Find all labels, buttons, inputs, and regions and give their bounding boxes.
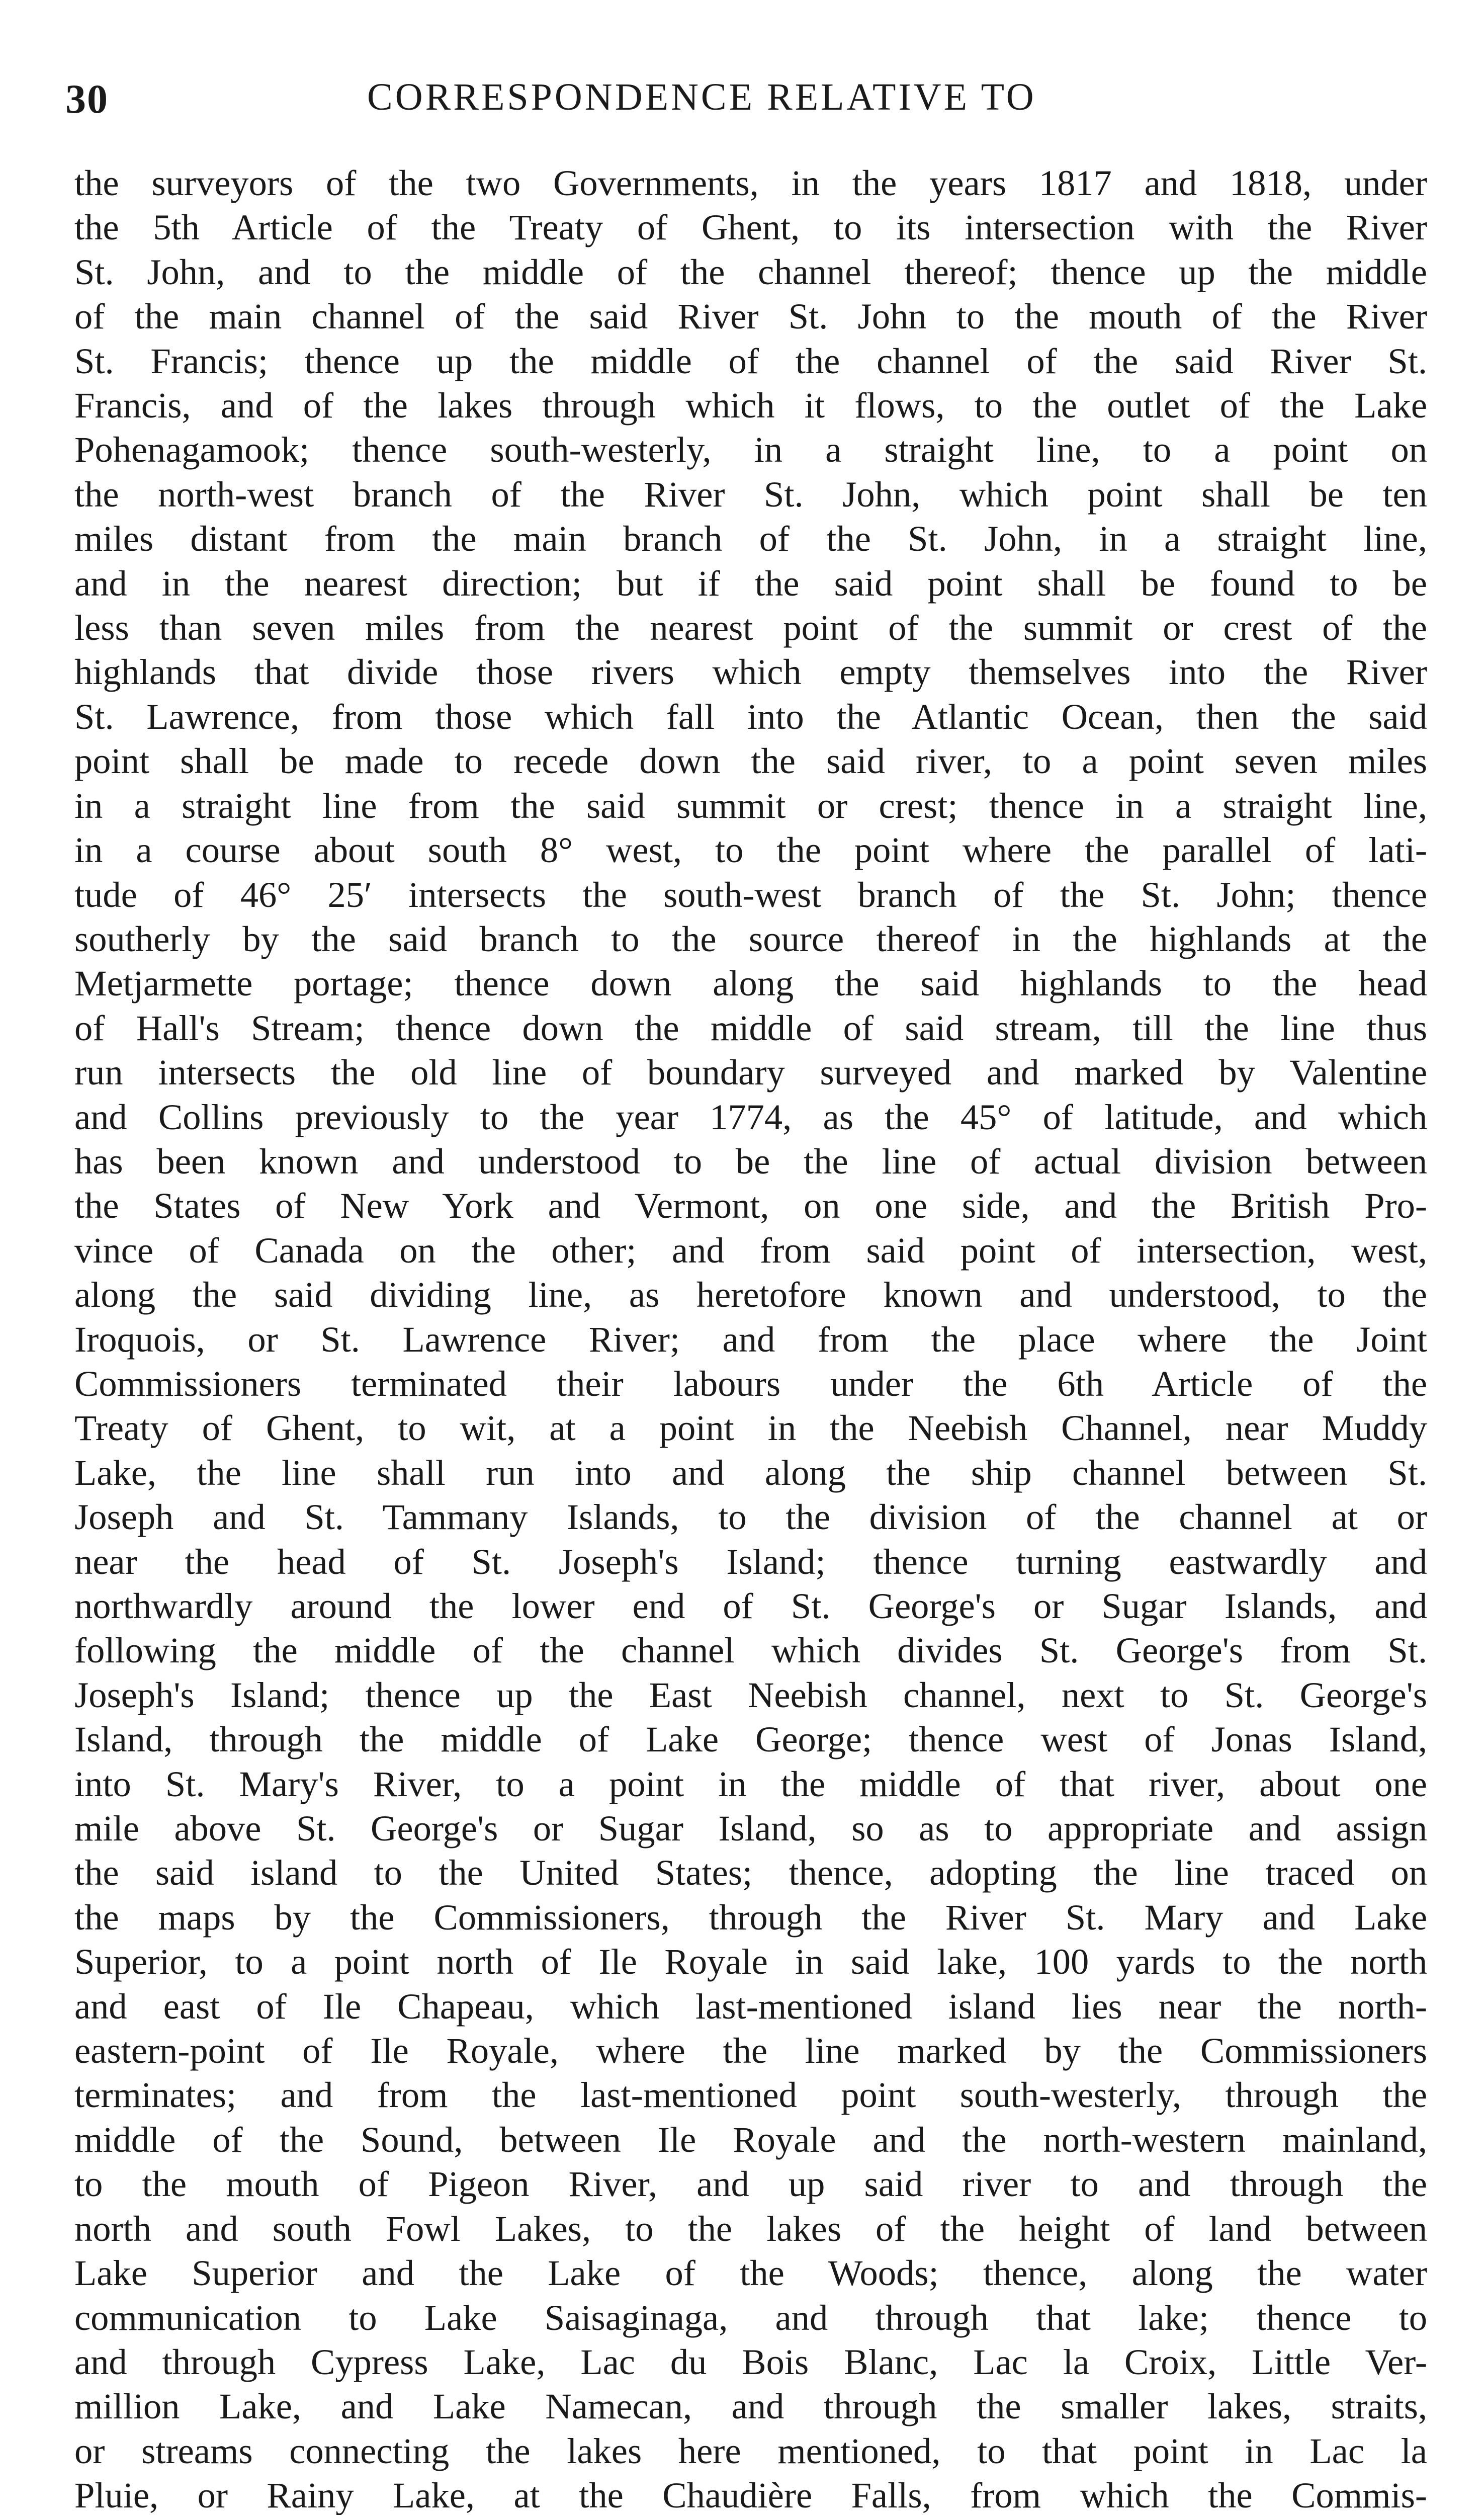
body-text bbox=[74, 161, 1427, 2515]
text-line: Lake Superior and the Lake of the Woods; thence, along the water bbox=[74, 2252, 1427, 2294]
text-line: and through Cypress Lake, Lac du Bois Blanc, Lac la Croix, Little Ver- bbox=[74, 2341, 1427, 2382]
text-line: or streams connecting the lakes here mentioned, to that point in Lac la bbox=[74, 2430, 1427, 2471]
text-line: and Collins previously to the year 1774, as the 45° of latitude, and which bbox=[74, 1096, 1427, 1137]
text-line: Lake, the line shall run into and along the ship channel between St. bbox=[74, 1452, 1427, 1493]
text-line: mile above St. George's or Sugar Island, so as to appropriate and assign bbox=[74, 1808, 1427, 1849]
text-line: Treaty of Ghent, to wit, at a point in the Neebish Channel, near Muddy bbox=[74, 1407, 1427, 1449]
text-line: Joseph and St. Tammany Islands, to the division of the channel at or bbox=[74, 1496, 1427, 1538]
text-line: communication to Lake Saisaginaga, and through that lake; thence to bbox=[74, 2297, 1427, 2338]
text-line: the maps by the Commissioners, through the River St. Mary and Lake bbox=[74, 1896, 1427, 1938]
text-line: the north-west branch of the River St. John, which point shall be ten bbox=[74, 473, 1427, 515]
running-head bbox=[65, 75, 1473, 131]
text-line: million Lake, and Lake Namecan, and through the smaller lakes, straits, bbox=[74, 2386, 1427, 2427]
text-line: in a course about south 8° west, to the point where the parallel of lati- bbox=[74, 829, 1427, 871]
text-line: St. John, and to the middle of the channel thereof; thence up the middle bbox=[74, 251, 1427, 292]
text-line: miles distant from the main branch of the St. John, in a straight line, bbox=[74, 518, 1427, 559]
text-line: and in the nearest direction; but if the said point shall be found to be bbox=[74, 562, 1427, 604]
text-line: to the mouth of Pigeon River, and up said river to and through the bbox=[74, 2163, 1427, 2205]
text-line: St. Lawrence, from those which fall into the Atlantic Ocean, then the said bbox=[74, 696, 1427, 737]
text-line: Metjarmette portage; thence down along the said highlands to the head bbox=[74, 963, 1427, 1004]
text-line: the said island to the United States; thence, adopting the line traced on bbox=[74, 1852, 1427, 1893]
text-line: Iroquois, or St. Lawrence River; and from the place where the Joint bbox=[74, 1318, 1427, 1360]
text-line: north and south Fowl Lakes, to the lakes of the height of land between bbox=[74, 2208, 1427, 2249]
text-line: has been known and understood to be the line of actual division between bbox=[74, 1140, 1427, 1182]
text-line: tude of 46° 25′ intersects the south-west branch of the St. John; thence bbox=[74, 874, 1427, 915]
text-line: terminates; and from the last-mentioned point south-westerly, through the bbox=[74, 2074, 1427, 2116]
text-line: St. Francis; thence up the middle of the channel of the said River St. bbox=[74, 340, 1427, 381]
running-title: CORRESPONDENCE RELATIVE TO bbox=[367, 76, 1036, 118]
text-line: northwardly around the lower end of St. George's or Sugar Islands, and bbox=[74, 1585, 1427, 1626]
text-line: Pohenagamook; thence south-westerly, in a straight line, to a point on bbox=[74, 429, 1427, 470]
text-line: along the said dividing line, as heretofore known and understood, to the bbox=[74, 1274, 1427, 1315]
text-line: into St. Mary's River, to a point in the middle of that river, about one bbox=[74, 1763, 1427, 1804]
text-line: less than seven miles from the nearest point of the summit or crest of the bbox=[74, 607, 1427, 648]
text-line: eastern-point of Ile Royale, where the line marked by the Commissioners bbox=[74, 2030, 1427, 2071]
text-line: the States of New York and Vermont, on one side, and the British Pro- bbox=[74, 1185, 1427, 1226]
text-line: Pluie, or Rainy Lake, at the Chaudière Falls, from which the Commis- bbox=[74, 2475, 1427, 2515]
text-line: near the head of St. Joseph's Island; thence turning eastwardly and bbox=[74, 1541, 1427, 1582]
text-line: southerly by the said branch to the source thereof in the highlands at the bbox=[74, 918, 1427, 959]
text-line: the surveyors of the two Governments, in the years 1817 and 1818, under bbox=[74, 162, 1427, 203]
text-line: and east of Ile Chapeau, which last-mentioned island lies near the north- bbox=[74, 1985, 1427, 2027]
text-line: in a straight line from the said summit or crest; thence in a straight line, bbox=[74, 785, 1427, 826]
text-line: vince of Canada on the other; and from said point of intersection, west, bbox=[74, 1229, 1427, 1271]
text-line: highlands that divide those rivers which empty themselves into the River bbox=[74, 651, 1427, 693]
text-line: Island, through the middle of Lake George; thence west of Jonas Island, bbox=[74, 1719, 1427, 1760]
text-line: Superior, to a point north of Ile Royale in said lake, 100 yards to the north bbox=[74, 1941, 1427, 1982]
text-line: Commissioners terminated their labours under the 6th Article of the bbox=[74, 1363, 1427, 1404]
text-line: point shall be made to recede down the said river, to a point seven miles bbox=[74, 740, 1427, 782]
text-line: following the middle of the channel which divides St. George's from St. bbox=[74, 1630, 1427, 1671]
text-line: run intersects the old line of boundary surveyed and marked by Valentine bbox=[74, 1052, 1427, 1093]
page-number: 30 bbox=[65, 76, 109, 122]
text-line: Francis, and of the lakes through which it flows, to the outlet of the Lake bbox=[74, 385, 1427, 426]
text-line: of Hall's Stream; thence down the middle of said stream, till the line thus bbox=[74, 1007, 1427, 1048]
text-line: the 5th Article of the Treaty of Ghent, to its intersection with the River bbox=[74, 207, 1427, 248]
text-line: of the main channel of the said River St. John to the mouth of the River bbox=[74, 296, 1427, 337]
text-line: Joseph's Island; thence up the East Neebish channel, next to St. George's bbox=[74, 1674, 1427, 1715]
text-line: middle of the Sound, between Ile Royale and the north-western mainland, bbox=[74, 2119, 1427, 2160]
